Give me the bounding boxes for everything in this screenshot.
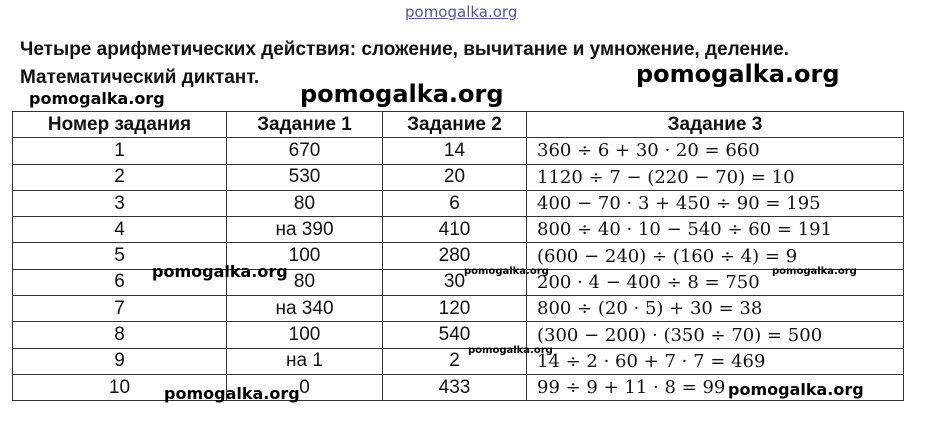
header-task-2: Задание 2 <box>383 112 527 138</box>
cell-task-1: на 390 <box>227 217 383 243</box>
cell-task-1: на 340 <box>227 296 383 322</box>
table-row <box>13 296 904 322</box>
cell-number: 2 <box>13 164 227 190</box>
header-task-3: Задание 3 <box>527 112 904 138</box>
cell-task-2: 410 <box>383 217 527 243</box>
table-row <box>13 269 904 295</box>
table-row <box>13 138 904 164</box>
table-row <box>13 243 904 269</box>
cell-task-2: 433 <box>383 374 527 400</box>
cell-task-3: 99 ÷ 9 + 11 · 8 = 99 <box>527 374 904 400</box>
cell-task-2: 30 <box>383 269 527 295</box>
watermark-bottom-left: pomogalka.org <box>164 384 300 403</box>
cell-task-1: 80 <box>227 190 383 216</box>
table-header-row <box>13 112 904 138</box>
cell-task-2: 280 <box>383 243 527 269</box>
cell-task-3: 800 ÷ 40 · 10 − 540 ÷ 60 = 191 <box>527 217 904 243</box>
table-row <box>13 217 904 243</box>
cell-number: 5 <box>13 243 227 269</box>
cell-task-1: 670 <box>227 138 383 164</box>
cell-task-2: 120 <box>383 296 527 322</box>
watermark-center-large: pomogalka.org <box>300 80 504 108</box>
cell-task-2: 2 <box>383 348 527 374</box>
cell-task-1: на 1 <box>227 348 383 374</box>
cell-task-2: 6 <box>383 190 527 216</box>
cell-task-2: 540 <box>383 322 527 348</box>
cell-number: 1 <box>13 138 227 164</box>
table-row <box>13 322 904 348</box>
cell-number: 4 <box>13 217 227 243</box>
cell-number: 9 <box>13 348 227 374</box>
table-row <box>13 164 904 190</box>
cell-number: 6 <box>13 269 227 295</box>
cell-task-1: 530 <box>227 164 383 190</box>
watermark-top[interactable]: pomogalka.org <box>405 3 518 21</box>
watermark-title-right: pomogalka.org <box>636 60 840 88</box>
watermark-row8-center: pomogalka.org <box>468 345 553 356</box>
cell-task-3: 400 − 70 · 3 + 450 ÷ 90 = 195 <box>527 190 904 216</box>
cell-task-1: 100 <box>227 243 383 269</box>
watermark-row5-left: pomogalka.org <box>152 262 288 281</box>
cell-task-1: 0 <box>227 374 383 400</box>
cell-task-3: 200 · 4 − 400 ÷ 8 = 750 <box>527 269 904 295</box>
header-task-number: Номер задания <box>13 112 227 138</box>
cell-number: 10 <box>13 374 227 400</box>
cell-task-3: 1120 ÷ 7 − (220 − 70) = 10 <box>527 164 904 190</box>
title-line-1: Четыре арифметических действия: сложение, вычитание и умножение, деление. <box>20 39 789 60</box>
header-task-1: Задание 1 <box>227 112 383 138</box>
cell-task-3: 800 ÷ (20 · 5) + 30 = 38 <box>527 296 904 322</box>
cell-task-1: 80 <box>227 269 383 295</box>
table-row <box>13 190 904 216</box>
cell-number: 7 <box>13 296 227 322</box>
title-line-2: Математический диктант. <box>20 67 260 88</box>
watermark-bottom-right: pomogalka.org <box>728 380 864 399</box>
watermark-row5-center: pomogalka.org <box>464 266 549 277</box>
watermark-left-small: pomogalka.org <box>29 89 165 108</box>
watermark-row5-right: pomogalka.org <box>772 266 857 277</box>
dictation-table <box>12 111 904 401</box>
table-row <box>13 348 904 374</box>
cell-task-3: 360 ÷ 6 + 30 · 20 = 660 <box>527 138 904 164</box>
cell-task-3: 14 ÷ 2 · 60 + 7 · 7 = 469 <box>527 348 904 374</box>
cell-number: 8 <box>13 322 227 348</box>
cell-task-2: 20 <box>383 164 527 190</box>
cell-task-3: (600 − 240) ÷ (160 ÷ 4) = 9 <box>527 243 904 269</box>
cell-task-2: 14 <box>383 138 527 164</box>
cell-number: 3 <box>13 190 227 216</box>
cell-task-3: (300 − 200) · (350 ÷ 70) = 500 <box>527 322 904 348</box>
cell-task-1: 100 <box>227 322 383 348</box>
